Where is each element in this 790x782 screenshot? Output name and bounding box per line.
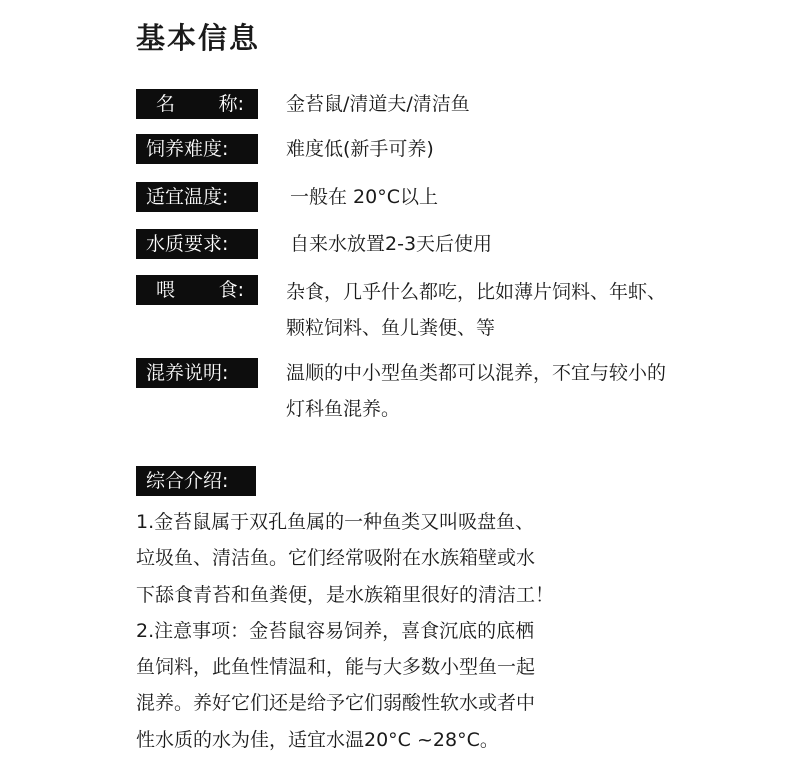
name-label-char-1: 名 (156, 93, 176, 115)
intro-line: 下舔食青苔和鱼粪便，是水族箱里很好的清洁工！ (136, 583, 555, 606)
temperature-value: 一般在 20°C以上 (290, 186, 438, 208)
mixing-line: 温顺的中小型鱼类都可以混养，不宜与较小的 (286, 362, 667, 384)
intro-line: 垃圾鱼、清洁鱼。它们经常吸附在水族箱壁或水 (136, 547, 536, 570)
name-value: 金苔鼠/清道夫/清洁鱼 (286, 93, 470, 115)
water-value: 自来水放置2-3天后使用 (290, 233, 493, 255)
water-label: 水质要求: (136, 229, 258, 259)
intro-line: 1.金苔鼠属于双孔鱼属的一种鱼类又叫吸盘鱼、 (136, 511, 535, 533)
difficulty-value: 难度低(新手可养) (286, 138, 434, 160)
intro-line: 性水质的水为佳，适宜水温20°C ~28°C。 (136, 728, 499, 751)
mixing-line: 灯科鱼混养。 (286, 398, 401, 420)
intro-label: 综合介绍: (136, 466, 256, 496)
name-label-char-2: 称: (218, 93, 244, 115)
name-label (136, 89, 258, 119)
feeding-label-char-2: 食: (218, 279, 244, 301)
temperature-label: 适宜温度: (136, 182, 258, 212)
intro-line: 混养。养好它们还是给予它们弱酸性软水或者中 (136, 692, 536, 715)
mixing-label: 混养说明: (136, 358, 258, 388)
page-title: 基本信息 (136, 21, 261, 55)
intro-line: 鱼饲料，此鱼性情温和，能与大多数小型鱼一起 (136, 656, 536, 679)
intro-text (136, 504, 656, 758)
feeding-line: 杂食，几乎什么都吃，比如薄片饲料、年虾、 (286, 281, 667, 303)
feeding-label (136, 275, 258, 305)
feeding-value (286, 274, 756, 346)
mixing-value (286, 355, 756, 427)
intro-line: 2.注意事项：金苔鼠容易饲养，喜食沉底的底栖 (136, 619, 535, 642)
feeding-line: 颗粒饲料、鱼儿粪便、等 (286, 317, 496, 339)
feeding-label-char-1: 喂 (156, 279, 176, 301)
difficulty-label: 饲养难度: (136, 134, 258, 164)
